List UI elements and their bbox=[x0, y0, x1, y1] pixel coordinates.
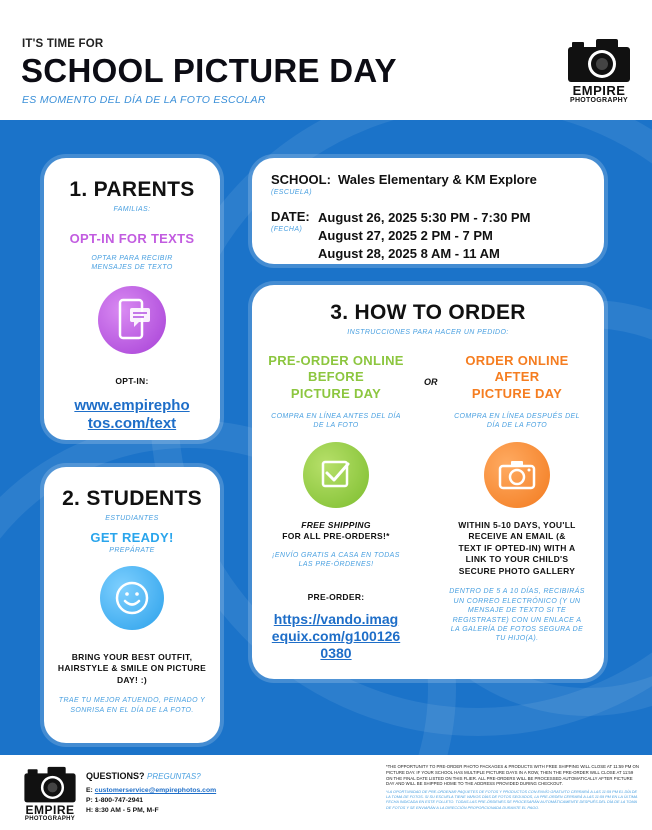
free-shipping-line2: FOR ALL PRE-ORDERS!* bbox=[282, 531, 390, 542]
email-label: E: bbox=[86, 787, 93, 794]
preorder-label: PRE-ORDER: bbox=[307, 591, 365, 602]
how-to-order-heading: 3. HOW TO ORDER bbox=[330, 301, 526, 324]
how-to-order-heading-es: INSTRUCCIONES PARA HACER UN PEDIDO: bbox=[347, 329, 509, 336]
phone-message-icon bbox=[98, 286, 166, 354]
preorder-url-link[interactable] bbox=[256, 611, 416, 661]
opt-in-url-line2[interactable]: tos.com/text bbox=[87, 414, 177, 432]
questions-label-es: PREGUNTAS? bbox=[147, 772, 201, 781]
preorder-title bbox=[256, 353, 416, 402]
date-item: August 26, 2025 5:30 PM - 7:30 PM bbox=[318, 210, 531, 225]
students-heading: 2. STUDENTS bbox=[62, 487, 202, 510]
footer-empire-logo bbox=[14, 766, 86, 823]
school-info-card bbox=[252, 158, 604, 264]
header bbox=[0, 0, 652, 120]
order-after-title-line: PICTURE DAY bbox=[471, 385, 563, 401]
opt-in-texts-es: OPTAR PARA RECIBIR MENSAJES DE TEXTO bbox=[91, 255, 173, 272]
email-link[interactable]: customerservice@empirephotos.com bbox=[94, 787, 217, 794]
or-separator: OR bbox=[424, 377, 438, 387]
school-label-es: (ESCUELA) bbox=[271, 189, 312, 196]
preorder-column bbox=[256, 353, 416, 662]
students-heading-es: ESTUDIANTES bbox=[105, 515, 159, 522]
get-ready-es: PREPÁRATE bbox=[109, 547, 155, 554]
school-label: SCHOOL: bbox=[271, 172, 331, 187]
preorder-url-line[interactable]: equix.com/g100126 bbox=[271, 628, 401, 645]
order-after-title bbox=[442, 353, 592, 402]
email-row bbox=[86, 787, 286, 794]
preorder-url-line[interactable]: https://vando.imag bbox=[273, 611, 399, 628]
header-kicker: IT'S TIME FOR bbox=[22, 38, 104, 50]
fine-print: *THE OPPORTUNITY TO PRE-ORDER PHOTO PACKAGES & PRODUCTS WITH FREE SHIPPING WILL CLOSE AT 11:59 PM ON PICTURE DAY. IF YOUR SCHOOL HAS MULTIPLE PICTURE DAYS IN A ROW, THEN THE PRE-ORDER WILL CLOSE AT 11:59 ON THE FINAL DATE LISTED ON THIS FLIER. ALL PRE-ORDERS WILL BE PROCESSED AUTOMATICALLY AFTER PICTURE DAY AND WILL BE SHIPPED HOME TO THE ADDRESS PROVIDED DURING CHECKOUT. bbox=[386, 764, 639, 787]
preorder-title-line: BEFORE bbox=[308, 369, 364, 385]
free-shipping-line1: FREE SHIPPING bbox=[301, 519, 371, 530]
opt-in-texts-label: OPT-IN FOR TEXTS bbox=[69, 231, 195, 246]
page-subtitle-es: ES MOMENTO DEL DÍA DE LA FOTO ESCOLAR bbox=[22, 94, 266, 106]
school-name: Wales Elementary & KM Explore bbox=[338, 172, 537, 187]
students-instructions-es: TRAE TU MEJOR ATUENDO, PEINADO Y SONRISA EN EL DÍA DE LA FOTO. bbox=[58, 697, 206, 714]
school-label-block bbox=[271, 172, 331, 196]
date-item: August 27, 2025 2 PM - 7 PM bbox=[318, 228, 493, 243]
students-instructions: BRING YOUR BEST OUTFIT, HAIRSTYLE & SMILE ON PICTURE DAY! :) bbox=[57, 652, 207, 685]
parents-heading: 1. PARENTS bbox=[69, 178, 195, 201]
smile-icon bbox=[100, 566, 164, 630]
camera-logo-icon bbox=[566, 38, 632, 84]
questions-label: QUESTIONS? bbox=[86, 771, 145, 781]
preorder-title-line: PRE-ORDER ONLINE bbox=[268, 353, 404, 368]
date-label-block bbox=[271, 209, 310, 233]
questions-heading bbox=[86, 771, 286, 781]
date-item: August 28, 2025 8 AM - 11 AM bbox=[318, 246, 500, 261]
logo-sub: PHOTOGRAPHY bbox=[569, 97, 628, 104]
hours-row: H: 8:30 AM - 5 PM, M-F bbox=[86, 807, 159, 814]
how-to-order-card bbox=[252, 285, 604, 679]
opt-in-url-line1[interactable]: www.empirepho bbox=[74, 397, 190, 415]
students-card bbox=[44, 467, 220, 743]
order-after-title-line: ORDER ONLINE bbox=[465, 353, 569, 368]
empire-logo bbox=[562, 38, 636, 105]
parents-heading-es: FAMILIAS: bbox=[113, 206, 151, 213]
order-after-instructions-es: DENTRO DE 5 A 10 DÍAS, RECIBIRÁS UN CORREO ELECTRÓNICO (Y UN MENSAJE DE TEXTO SI TE REGISTRASTE) CON UN ENLACE A LA GALERÍA DE FOTOS SEGURA DE TU HIJO(A). bbox=[449, 588, 585, 643]
opt-in-url-label: OPT-IN: bbox=[115, 375, 149, 386]
fine-print-block bbox=[386, 764, 640, 811]
logo-brand: EMPIRE bbox=[572, 83, 626, 98]
preorder-url-line[interactable]: 0380 bbox=[320, 644, 352, 661]
footer-logo-brand: EMPIRE bbox=[25, 803, 75, 817]
preorder-title-line: PICTURE DAY bbox=[290, 385, 382, 401]
date-label-es: (FECHA) bbox=[271, 226, 303, 233]
opt-in-url-link[interactable] bbox=[44, 397, 220, 432]
date-list bbox=[318, 209, 530, 263]
contact-block bbox=[86, 771, 286, 814]
preorder-title-es: COMPRA EN LÍNEA ANTES DEL DÍA DE LA FOTO bbox=[271, 412, 401, 429]
date-label: DATE: bbox=[271, 209, 310, 224]
order-after-column bbox=[442, 353, 592, 644]
checkbox-icon bbox=[303, 442, 369, 508]
order-after-title-line: AFTER bbox=[494, 369, 540, 385]
get-ready-label: GET READY! bbox=[90, 530, 174, 545]
free-shipping-es: ¡ENVÍO GRATIS A CASA EN TODAS LAS PRE-ÓRDENES! bbox=[272, 551, 400, 569]
camera-logo-icon bbox=[20, 766, 80, 804]
page-title: SCHOOL PICTURE DAY bbox=[21, 52, 397, 89]
footer bbox=[0, 755, 652, 830]
phone-row: P: 1-800-747-2941 bbox=[86, 797, 144, 804]
order-after-instructions: WITHIN 5-10 DAYS, YOU'LL RECEIVE AN EMAIL (& TEXT IF OPTED-IN) WITH A LINK TO YOUR CHILD'S SECURE PHOTO GALLERY bbox=[458, 519, 576, 576]
parents-card bbox=[44, 158, 220, 440]
order-after-title-es: COMPRA EN LÍNEA DESPUÉS DEL DÍA DE LA FOTO bbox=[454, 412, 580, 429]
camera-icon bbox=[484, 442, 550, 508]
fine-print-es: *LA OPORTUNIDAD DE PRE-ORDENAR PAQUETES DE FOTOS Y PRODUCTOS CON ENVÍO GRATUITO CERRARÁ A LAS 11:59 PM EL DÍA DE LA TOMA DE FOTOS. SI SU ESCUELA TIENE VARIOS DÍAS DE FOTOS SEGUIDOS, LA PRE-ORDEN CERRARÁ A LAS 11:59 PM EN LA ÚLTIMA FECHA INDICADA EN ESTE FOLLETO. TODAS LAS PRE-ÓRDENES SE PROCESARÁN AUTOMÁTICAMENTE DESPUÉS DEL DÍA DE LA TOMA DE FOTOS Y SE ENVIARÁN A LA DIRECCIÓN PROPORCIONADA DURANTE EL PAGO. bbox=[386, 790, 638, 810]
footer-logo-sub: PHOTOGRAPHY bbox=[24, 816, 76, 822]
